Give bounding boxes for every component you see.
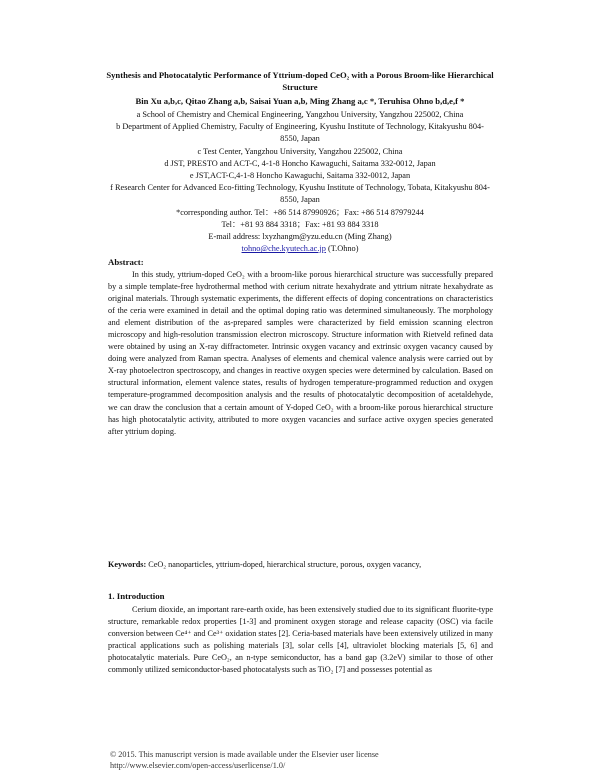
license-line: © 2015. This manuscript version is made available under the Elsevier user license xyxy=(110,750,379,759)
affiliation-d: d JST, PRESTO and ACT-C, 4-1-8 Honcho Kawaguchi, Saitama 332-0012, Japan xyxy=(164,158,436,168)
affiliation-c: c Test Center, Yangzhou University, Yangzhou 225002, China xyxy=(197,146,403,156)
email-line: E-mail address: lxyzhangm@yzu.edu.cn (Ming Zhang) xyxy=(208,232,392,242)
introduction-heading: 1. Introduction xyxy=(108,591,165,601)
email-link[interactable]: tohno@che.kyutech.ac.jp xyxy=(241,244,326,254)
paper-title: Synthesis and Photocatalytic Performance of Yttrium-doped CeO₂ with a Porous Broom-like Hierarchical Structure xyxy=(106,70,494,92)
affiliations xyxy=(110,109,490,255)
affiliation-a: a School of Chemistry and Chemical Engineering, Yangzhou University, Yangzhou 225002, China xyxy=(136,110,464,119)
email-line-2 xyxy=(110,243,490,255)
keywords-text: CeO₂ nanoparticles, yttrium-doped, hierarchical structure, porous, oxygen vacancy, xyxy=(146,560,422,569)
affiliation-b: b Department of Applied Chemistry, Faculty of Engineering, Kyushu Institute of Technology, Kitakyushu 804-8550, Japan xyxy=(116,122,484,144)
corresponding-line: *corresponding author. Tel：+86 514 87990926；Fax: +86 514 87979244 xyxy=(176,207,424,217)
affiliation-e: e JST,ACT-C,4-1-8 Honcho Kawaguchi, Saitama 332-0012, Japan xyxy=(189,171,411,181)
abstract-heading: Abstract: xyxy=(108,257,144,267)
license-footer xyxy=(110,749,510,771)
affiliation-f: f Research Center for Advanced Eco-fitting Technology, Kyushu Institute of Technology, Tobata, Kitakyushu 804-8550, Japan xyxy=(110,183,490,205)
keywords-label: Keywords: xyxy=(108,560,147,569)
keywords xyxy=(108,560,508,569)
license-url[interactable]: http://www.elsevier.com/open-access/userlicense/1.0/ xyxy=(110,761,286,770)
introduction-text: Cerium dioxide, an important rare-earth oxide, has been extensively studied due to its significant fluorite-type structure, remarkable redox properties [1-3] and prominent oxygen storage and release capacity (OSC) via facile conversion between Ce⁴⁺ and Ce³⁺ oxidation states [2]. Ceria-based materials have been extensively utilized in many practical applications such as polishing materials [3], solar cells [4], ultraviolet blocking materials [5, 6] and photocatalytic materials. Pure CeO₂, an n-type semiconductor, has a band gap (3.2eV) similar to those of other commonly utilized semiconductor-based photocatalysts such as TiO₂ [7] and possesses potential as xyxy=(108,605,493,675)
abstract-text: In this study, yttrium-doped CeO₂ with a broom-like porous hierarchical structure was successfully prepared by a simple template-free hydrothermal method with cerium nitrate hexahydrate and yttrium nitrate hexahydrate as original materials. Through systematic experiments, the different effects of doping concentrations on characteristics of the ceria were examined in detail and the optimal doping ratio was determined simultaneously. The morphology and element distribution of the as-prepared samples were characterized by field emission scanning electron microscopy and high-resolution transmission electron microscopy. Structure information with Rietveld refined data were obtained by using an X-ray diffractometer. Intrinsic oxygen vacancy and extrinsic oxygen vacancy caused by doing were analyzed from Raman spectra. Analyses of elements and chemical valence analysis were carried out by X-ray photoelectron spectroscopy, and changes in reactive oxygen species were determined by calculation. Based on structural information, element valence states, results of hydrogen temperature-programmed reduction and oxygen temperature-programmed decomposition analysis and the results of photocatalytic decomposition of acetaldehyde, we can draw the conclusion that a certain amount of Y-doped CeO₂ with a broom-like porous hierarchical structure has high photocatalytic activity, attributed to more oxygen vacancies and surface active oxygen species generated after yttrium doping. xyxy=(108,270,493,436)
email-owner: (T.Ohno) xyxy=(325,244,359,254)
author-list: Bin Xu a,b,c, Qitao Zhang a,b, Saisai Yuan a,b, Ming Zhang a,c *, Teruhisa Ohno b,d,e,f * xyxy=(135,96,465,106)
phone-line: Tel：+81 93 884 3318；Fax: +81 93 884 3318 xyxy=(221,219,379,229)
